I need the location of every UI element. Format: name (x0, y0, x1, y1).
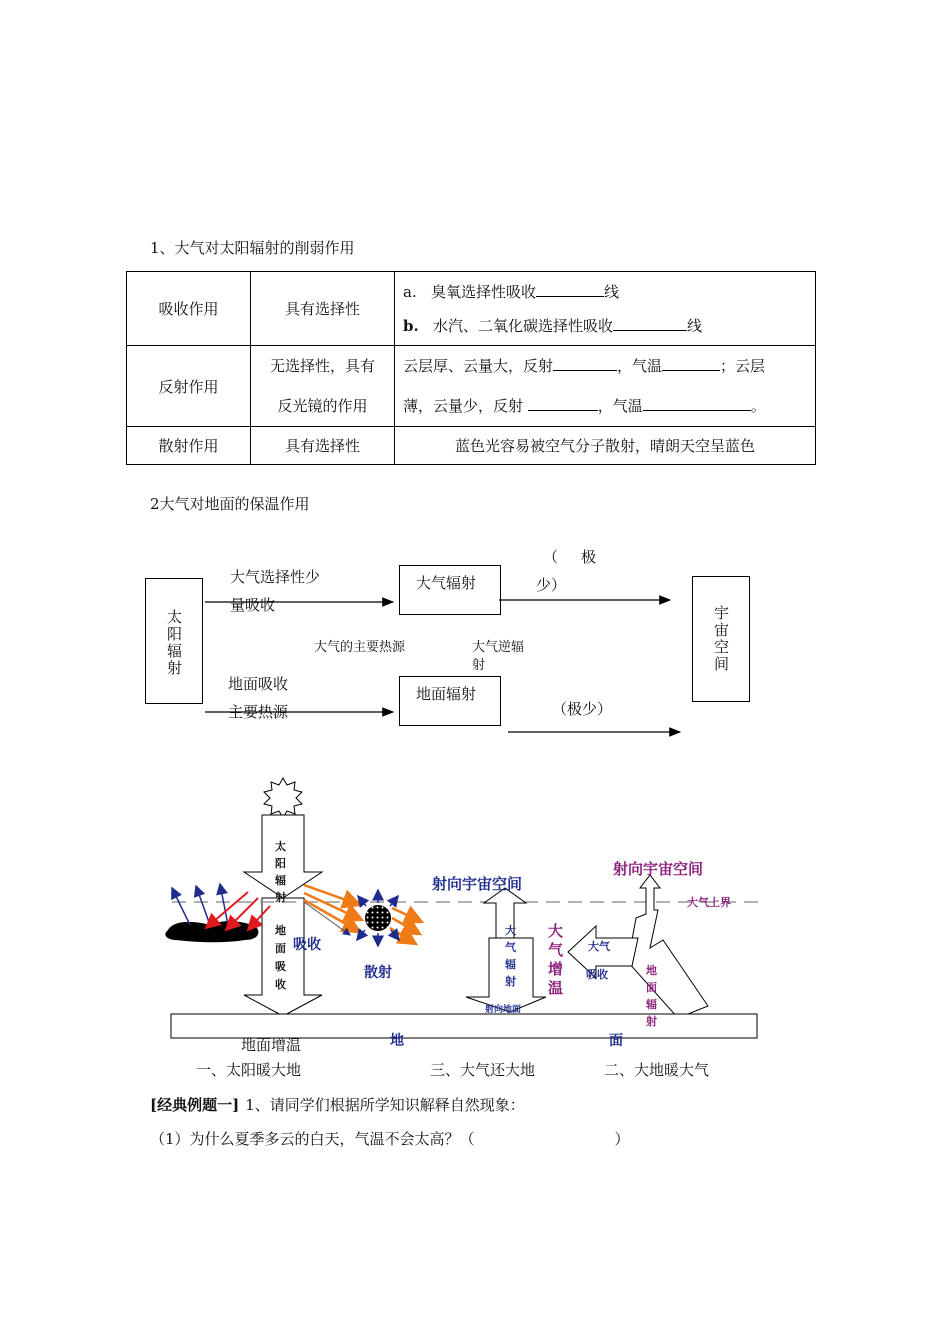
content-text: 云层厚、云量大，反射 (403, 357, 554, 375)
row-name: 散射作用 (127, 427, 251, 465)
atmo-absorb-label-2: 吸收 (586, 968, 608, 981)
particle-icon (365, 905, 391, 931)
question-end: ） (614, 1130, 630, 1148)
ground-radiation-label: 地面辐射 (646, 964, 657, 1028)
example-heading (150, 1094, 525, 1115)
item-b-prefix: b. (403, 316, 419, 335)
atmo-radiation-label: 大气辐射 (416, 574, 477, 592)
to-ground-label: 射向地面 (485, 1005, 522, 1015)
content-text: ；云层 (720, 357, 766, 375)
feature-line: 反光镜的作用 (277, 397, 368, 415)
feature-line: 无选择性，具有 (269, 357, 375, 375)
section-1-heading: 1、大气对太阳辐射的削弱作用 (150, 239, 355, 257)
flow-label: 量吸收 (230, 596, 276, 614)
flow-label: 极 (581, 548, 597, 566)
atmo-radiation-label: 大气辐射 (505, 924, 516, 988)
ground-absorb-label: 地面吸收 (275, 924, 286, 991)
space-label: 宇宙空间 (712, 605, 730, 673)
caption-3: 三、大气还大地 (430, 1061, 536, 1079)
flow-label: 大气选择性少 (230, 568, 321, 586)
atmo-absorb-label-1: 大气 (588, 940, 610, 953)
flow-label: （ (543, 548, 559, 566)
ground-label-1: 地 (390, 1033, 404, 1049)
solar-radiation-label: 太阳辐射 (165, 609, 183, 677)
atmo-warming-label: 大气增温 (548, 922, 564, 997)
content-text: ，气温 (617, 357, 663, 375)
question-1 (150, 1128, 630, 1149)
solar-arrow-label: 太阳辐射 (275, 840, 286, 904)
item-a-prefix: a. (403, 282, 417, 301)
flow-label: 大气逆辐 (472, 640, 525, 655)
ground-label-2: 面 (609, 1033, 623, 1049)
ground-warming-label: 地面增温 (241, 1036, 302, 1054)
flow-label: 大气的主要热源 (314, 640, 406, 655)
row-feature: 具有选择性 (251, 427, 395, 465)
scatter-label: 散射 (364, 965, 392, 981)
section-2-heading: 2大气对地面的保温作用 (150, 495, 310, 513)
item-b-suffix: 线 (687, 316, 703, 335)
flow-label: （极少） (552, 700, 613, 718)
row-feature: 具有选择性 (251, 272, 395, 346)
cloud-icon (165, 921, 258, 942)
sun-icon (264, 778, 302, 818)
to-space-label-1: 射向宇宙空间 (432, 875, 523, 893)
flow-label: 主要热源 (228, 703, 289, 721)
atmo-top-label: 大气上界 (687, 896, 731, 909)
row-name: 吸收作用 (127, 272, 251, 346)
row-name: 反射作用 (127, 346, 251, 427)
row-content: 蓝色光容易被空气分子散射，晴朗天空呈蓝色 (395, 427, 816, 465)
content-text: ，气温 (597, 397, 643, 415)
item-a-suffix: 线 (604, 282, 620, 301)
caption-1: 一、太阳暖大地 (196, 1061, 302, 1079)
flow-label: 少） (536, 576, 567, 594)
question-text: （1）为什么夏季多云的白天，气温不会太高？（ (150, 1130, 475, 1148)
item-a-text: 臭氧选择性吸收 (431, 282, 537, 301)
example-title: [经典例题一] (150, 1096, 240, 1114)
content-text: 薄，云量少，反射 (403, 397, 524, 415)
flow-label: 射 (472, 658, 486, 673)
flow-label: 地面吸收 (228, 675, 289, 693)
absorb-label: 吸收 (293, 937, 321, 953)
item-b-text: 水汽、二氧化碳选择性吸收 (433, 316, 614, 335)
example-intro: 1、请同学们根据所学知识解释自然现象： (245, 1096, 525, 1114)
content-text: 。 (750, 397, 766, 415)
to-space-label-2: 射向宇宙空间 (613, 860, 704, 878)
caption-2: 二、大地暖大气 (604, 1061, 710, 1079)
ground-radiation-label: 地面辐射 (416, 685, 477, 703)
